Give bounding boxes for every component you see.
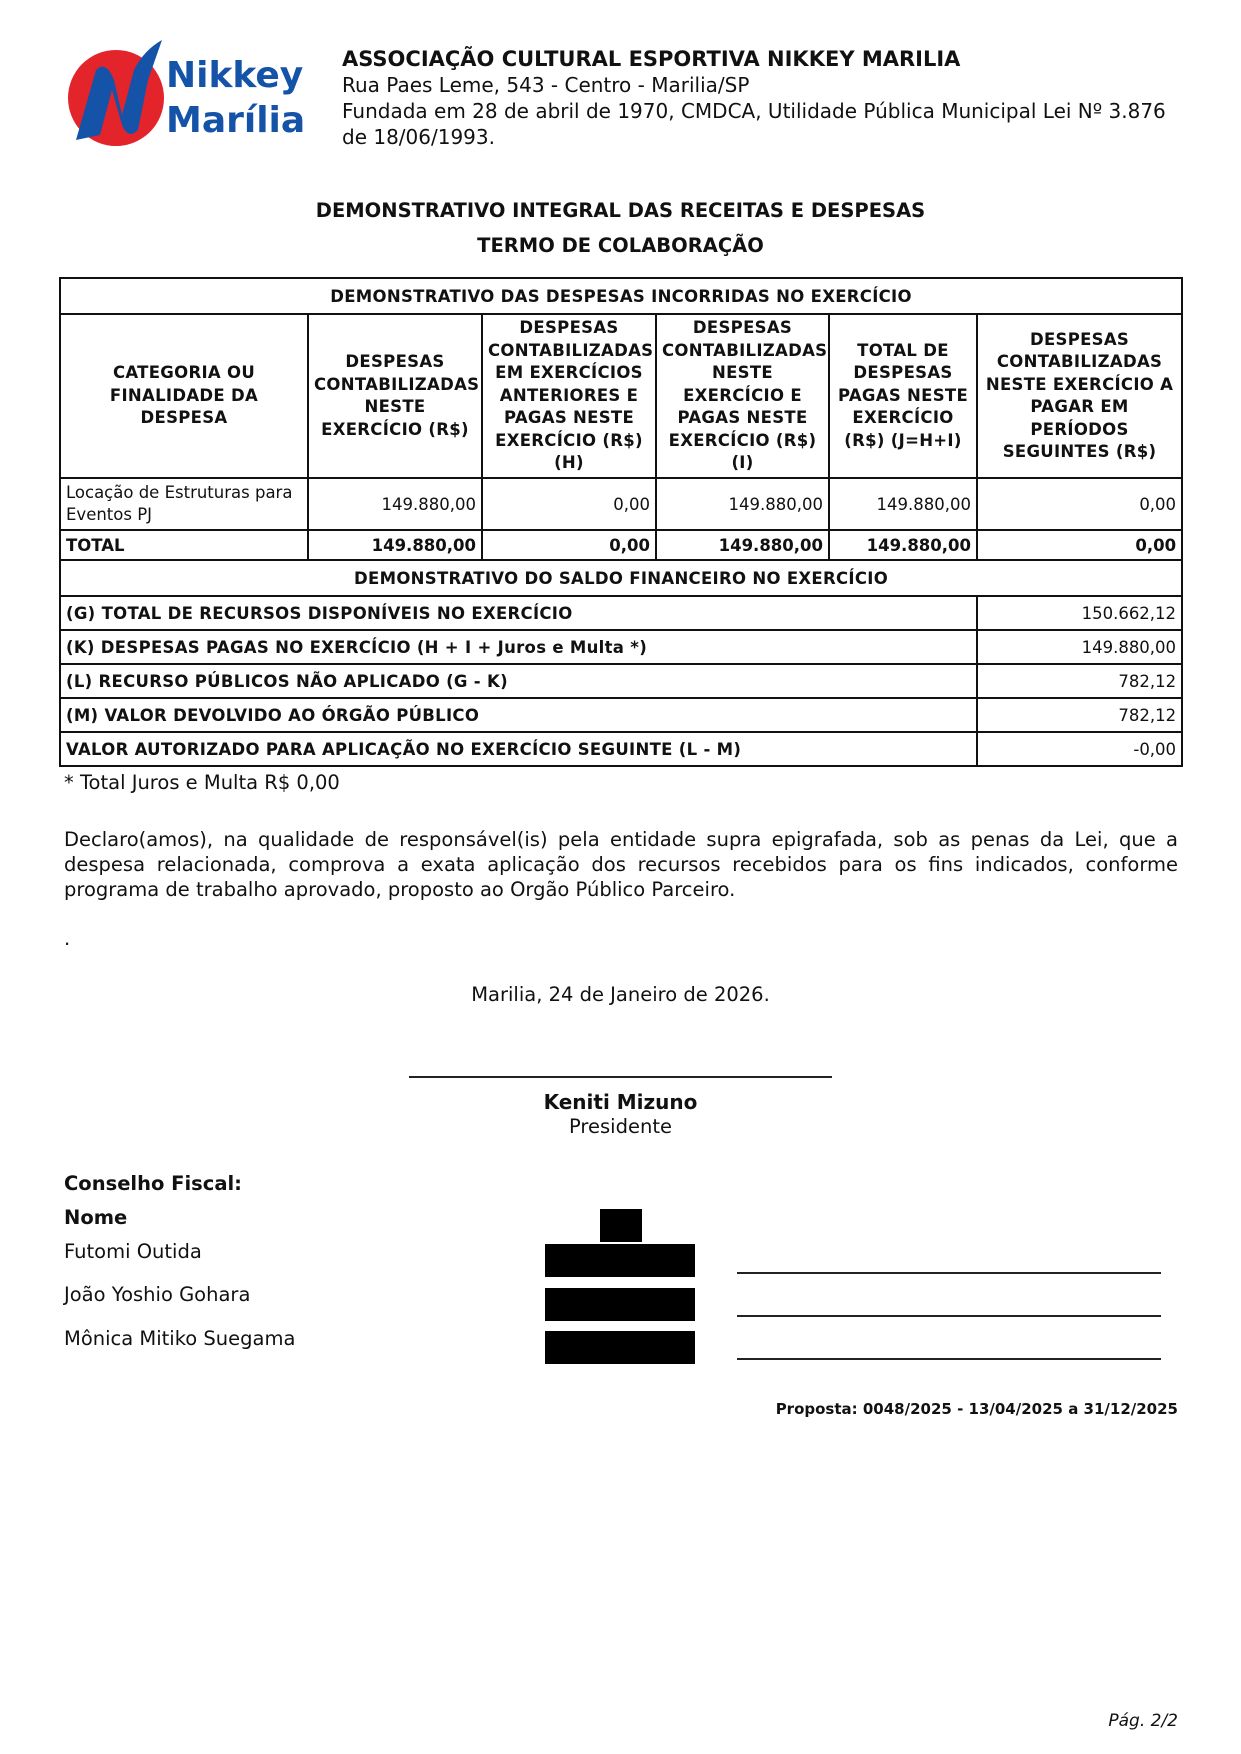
fiscal-council-member: Futomi Outida [64,1240,202,1263]
declaration-text: Declaro(amos), na qualidade de responsável(is) pela entidade supra epigrafada, sob as penas da Lei, que a despesa relacionada, comprova a exata aplicação dos recursos recebidos para os fins indicados, conforme programa de trabalho aprovado, proposto ao Orgão Público Parceiro. [64,828,1178,901]
balance-label: (G) TOTAL DE RECURSOS DISPONÍVEIS NO EXERCÍCIO [60,596,977,630]
cell-value: 149.880,00 [308,478,482,530]
total-value: 149.880,00 [829,530,977,560]
column-header-accounted: DESPESAS CONTABILIZADAS NESTE EXERCÍCIO (R$) [308,314,482,478]
column-header-total-paid-j: TOTAL DE DESPESAS PAGAS NESTE EXERCÍCIO (R$) (J=H+I) [829,314,977,478]
total-value: 149.880,00 [656,530,829,560]
balance-label: VALOR AUTORIZADO PARA APLICAÇÃO NO EXERCÍCIO SEGUINTE (L - M) [60,732,977,766]
balance-row [60,596,1182,630]
redaction-block [545,1244,695,1277]
column-header-category: CATEGORIA OU FINALIDADE DA DESPESA [60,314,308,478]
member-signature-line [737,1315,1161,1317]
column-header-current-paid-i: DESPESAS CONTABILIZADAS NESTE EXERCÍCIO E PAGAS NESTE EXERCÍCIO (R$) (I) [656,314,829,478]
organization-logo [66,40,328,156]
total-row [60,530,1182,560]
cell-category: Locação de Estruturas para Eventos PJ [60,478,308,530]
member-signature-line [737,1272,1161,1274]
cell-value: 0,00 [977,478,1182,530]
svg-text:Marília: Marília [166,100,306,141]
svg-text:Nikkey: Nikkey [166,55,304,96]
balance-value: -0,00 [977,732,1182,766]
balance-value: 150.662,12 [977,596,1182,630]
balance-label: (M) VALOR DEVOLVIDO AO ÓRGÃO PÚBLICO [60,698,977,732]
separator-dot: . [64,927,71,950]
balance-value: 149.880,00 [977,630,1182,664]
signatory-role: Presidente [569,1115,672,1138]
balance-row [60,698,1182,732]
total-value: 149.880,00 [308,530,482,560]
table-row [60,478,1182,530]
document-title: DEMONSTRATIVO INTEGRAL DAS RECEITAS E DESPESAS [315,199,926,222]
place-date: Marilia, 24 de Janeiro de 2026. [471,983,770,1006]
expenses-table [59,277,1183,767]
fiscal-council-name-header: Nome [64,1206,128,1229]
balance-label: (L) RECURSO PÚBLICOS NÃO APLICADO (G - K) [60,664,977,698]
footnote: * Total Juros e Multa R$ 0,00 [64,771,340,794]
signatory-name: Keniti Mizuno [543,1090,698,1114]
balance-row [60,732,1182,766]
total-label: TOTAL [60,530,308,560]
fiscal-council-title: Conselho Fiscal: [64,1172,242,1195]
organization-name: ASSOCIAÇÃO CULTURAL ESPORTIVA NIKKEY MARILIA [342,47,961,71]
column-header-previous-paid-h: DESPESAS CONTABILIZADAS EM EXERCÍCIOS ANTERIORES E PAGAS NESTE EXERCÍCIO (R$) (H) [482,314,656,478]
cell-value: 149.880,00 [656,478,829,530]
total-value: 0,00 [977,530,1182,560]
redaction-block [600,1209,642,1242]
redaction-block [545,1288,695,1321]
fiscal-council-member: Mônica Mitiko Suegama [64,1327,296,1350]
proposal-reference: Proposta: 0048/2025 - 13/04/2025 a 31/12/2025 [775,1400,1178,1418]
balance-section-title: DEMONSTRATIVO DO SALDO FINANCEIRO NO EXERCÍCIO [60,560,1182,596]
organization-address: Rua Paes Leme, 543 - Centro - Marilia/SP [342,73,750,97]
balance-label: (K) DESPESAS PAGAS NO EXERCÍCIO (H + I + Juros e Multa *) [60,630,977,664]
document-subtitle: TERMO DE COLABORAÇÃO [477,234,764,257]
redaction-block [545,1331,695,1364]
expenses-section-title: DEMONSTRATIVO DAS DESPESAS INCORRIDAS NO EXERCÍCIO [60,278,1182,314]
total-value: 0,00 [482,530,656,560]
balance-row [60,664,1182,698]
column-header-to-pay: DESPESAS CONTABILIZADAS NESTE EXERCÍCIO A PAGAR EM PERÍODOS SEGUINTES (R$) [977,314,1182,478]
member-signature-line [737,1358,1161,1360]
organization-founded: Fundada em 28 de abril de 1970, CMDCA, Utilidade Pública Municipal Lei Nº 3.876 de 18/06/1993. [342,99,1166,149]
balance-row [60,630,1182,664]
balance-value: 782,12 [977,698,1182,732]
page-number: Pág. 2/2 [1108,1711,1178,1731]
signature-line [409,1076,832,1078]
balance-value: 782,12 [977,664,1182,698]
organization-info [342,46,1182,150]
fiscal-council-member: João Yoshio Gohara [64,1283,251,1306]
cell-value: 0,00 [482,478,656,530]
cell-value: 149.880,00 [829,478,977,530]
nikkey-logo-icon [66,40,328,156]
